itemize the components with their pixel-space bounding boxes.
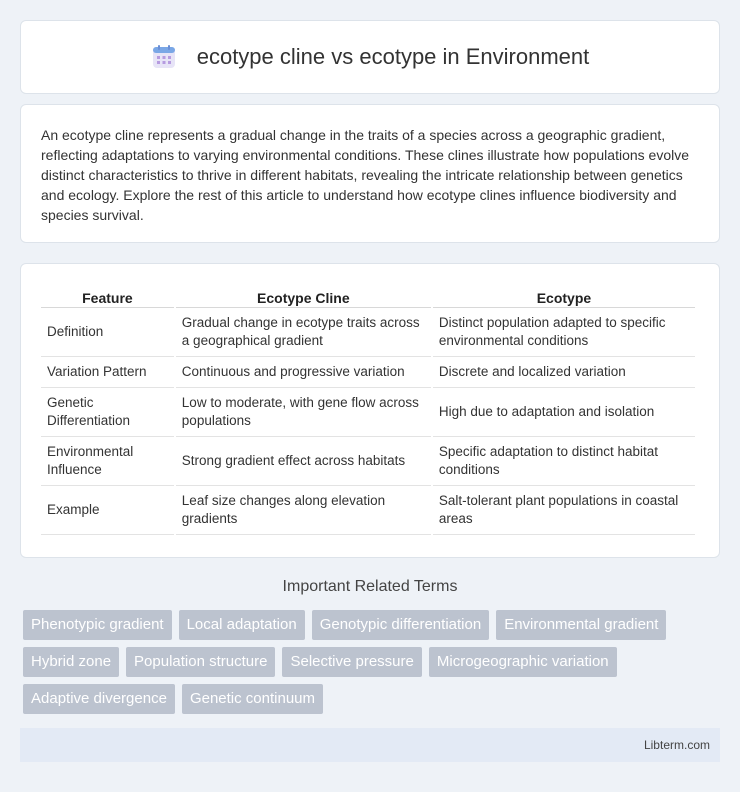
related-term-tag[interactable]: Microgeographic variation	[429, 647, 617, 677]
calendar-icon	[151, 44, 177, 70]
header-ecotype-cline: Ecotype Cline	[176, 284, 431, 308]
table-cell: Environmental Influence	[41, 437, 174, 486]
table-cell: Low to moderate, with gene flow across populations	[176, 388, 431, 437]
related-terms-list	[23, 610, 723, 721]
related-term-tag[interactable]: Population structure	[126, 647, 275, 677]
table-row	[41, 437, 695, 486]
related-term-tag[interactable]: Genetic continuum	[182, 684, 323, 714]
footer	[20, 728, 720, 762]
related-term-tag[interactable]: Environmental gradient	[496, 610, 666, 640]
header-card	[20, 20, 720, 94]
table-header-row	[41, 284, 695, 308]
table-cell: Distinct population adapted to specific environmental conditions	[433, 308, 695, 357]
table-row	[41, 388, 695, 437]
related-term-tag[interactable]: Phenotypic gradient	[23, 610, 172, 640]
table-cell: Discrete and localized variation	[433, 357, 695, 388]
related-term-tag[interactable]: Local adaptation	[179, 610, 305, 640]
footer-site-link[interactable]: Libterm.com	[643, 738, 710, 752]
table-cell: Example	[41, 486, 174, 535]
intro-card	[20, 104, 720, 243]
related-terms-title: Important Related Terms	[282, 578, 458, 595]
table-cell: Salt-tolerant plant populations in coastal areas	[433, 486, 695, 535]
table-cell: Specific adaptation to distinct habitat conditions	[433, 437, 695, 486]
table-row	[41, 357, 695, 388]
table-cell: Leaf size changes along elevation gradients	[176, 486, 431, 535]
related-term-tag[interactable]: Adaptive divergence	[23, 684, 175, 714]
related-term-tag[interactable]: Hybrid zone	[23, 647, 119, 677]
table-row	[41, 308, 695, 357]
table-row	[41, 486, 695, 535]
header-feature: Feature	[41, 284, 174, 308]
table-cell: Gradual change in ecotype traits across a geographical gradient	[176, 308, 431, 357]
intro-text: An ecotype cline represents a gradual change in the traits of a species across a geographic gradient, reflecting adaptations to varying environmental conditions. These clines illustrate how populations evolve distinct characteristics to thrive in different habitats, revealing the intricate relationship between genetics and ecology. Explore the rest of this article to understand how ecotype clines influence biodiversity and species survival.	[41, 127, 690, 223]
related-term-tag[interactable]: Genotypic differentiation	[312, 610, 490, 640]
comparison-card	[20, 263, 720, 558]
table-cell: Variation Pattern	[41, 357, 174, 388]
page-title: ecotype cline vs ecotype in Environment	[196, 44, 590, 69]
table-cell: Strong gradient effect across habitats	[176, 437, 431, 486]
table-cell: Definition	[41, 308, 174, 357]
table-cell: Continuous and progressive variation	[176, 357, 431, 388]
comparison-table	[39, 284, 697, 535]
related-term-tag[interactable]: Selective pressure	[282, 647, 421, 677]
header-ecotype: Ecotype	[433, 284, 695, 308]
table-cell: Genetic Differentiation	[41, 388, 174, 437]
table-cell: High due to adaptation and isolation	[433, 388, 695, 437]
